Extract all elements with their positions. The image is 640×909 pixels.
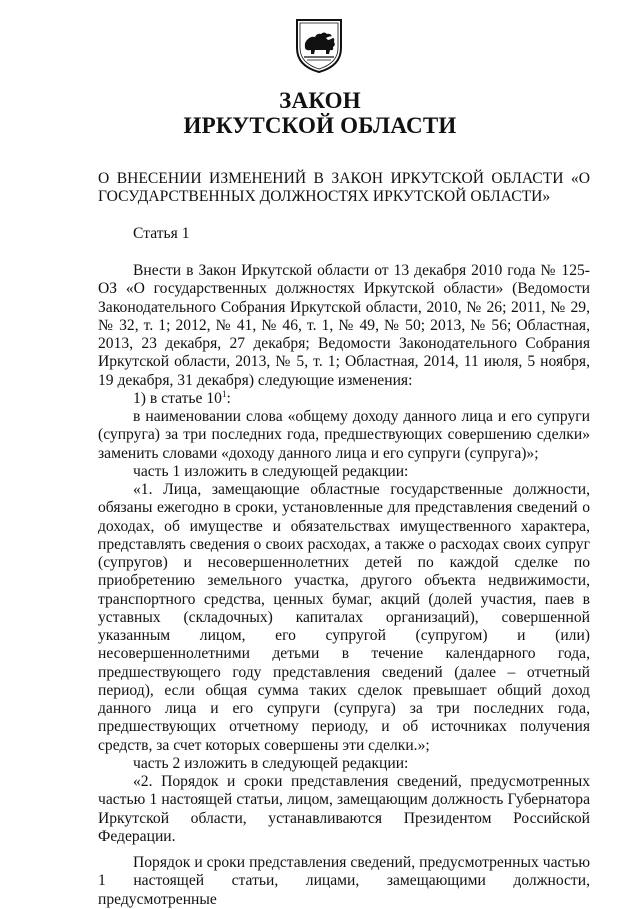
law-title-line-1: ЗАКОН <box>279 88 361 113</box>
item-1-colon: : <box>226 389 231 407</box>
item-1-superscript: 1 <box>221 388 227 399</box>
intro-paragraph: Внести в Закон Иркутской области от 13 декабря 2010 года № 125-ОЗ «О государственных должностях Иркутской области» (Ведомости Законодательного Собрания Иркутской области, 2010, № 26; 2011, № 29, № 32, т. 1; 2012, № 41, № 46, т. 1, № 49, № 50; 2013, № 56; Областная, 2013, 23 декабря, 27 декабря; Ведомости Законодательного Собрания Иркутской области, 2013, № 5, т. 1; Областная, 2014, 11 июля, 5 ноября, 19 декабря, 31 декабря) следующие изменения: <box>98 262 590 389</box>
part-1-instruction: часть 1 изложить в следующей редакции: <box>133 462 409 480</box>
part-2-instruction: часть 2 изложить в следующей редакции: <box>133 754 409 772</box>
part-2-continuation: Порядок и сроки представления сведений, предусмотренных частью 1 настоящей статьи, лицами, замещающими должности, предусмотренные <box>98 854 590 908</box>
part-2-text: «2. Порядок и сроки представления сведений, предусмотренных частью 1 настоящей статьи, лицом, замещающим должность Губернатора Иркутской области, устанавливаются Президентом Российской Федерации. <box>98 773 590 845</box>
part-1-text: «1. Лица, замещающие областные государственные должности, обязаны ежегодно в сроки, установленные для представления сведений о доходах, об имуществе и обязательствах имущественного характера, представлять сведения о своих расходах, а также о расходах своих супруг (супругов) и несовершеннолетних детей по каждой сделке по приобретению земельного участка, другого объекта недвижимости, транспортного средства, ценных бумаг, акций (долей участия, паев в уставных (складочных) капиталах организаций), совершенной указанным лицом, его супругой (супругом) и (или) несовершеннолетними детьми в течение календарного года, предшествующего году представления сведений (далее – отчетный период), если общая сумма таких сделок превышает общий доход данного лица и его супруги (супруга) за три последних года, предшествующих отчетному периоду, и об источниках получения средств, за счет которых совершены эти сделки.»; <box>98 481 590 754</box>
document-body <box>98 262 590 909</box>
coat-of-arms-icon <box>293 14 345 74</box>
article-label: Статья 1 <box>133 225 190 242</box>
document-heading: О ВНЕСЕНИИ ИЗМЕНЕНИЙ В ЗАКОН ИРКУТСКОЙ ОБЛАСТИ «О ГОСУДАРСТВЕННЫХ ДОЛЖНОСТЯХ ИРКУТСКОЙ ОБЛАСТИ» <box>98 170 590 205</box>
title-change-paragraph: в наименовании слова «общему доходу данного лица и его супруги (супруга) за три последних года, предшествующих совершению сделки» заменить словами «доходу данного лица и его супруги (супруга)»; <box>98 408 590 462</box>
item-1-text: 1) в статье 10 <box>133 389 222 407</box>
item-1-paragraph <box>98 390 590 408</box>
law-title-line-2: ИРКУТСКОЙ ОБЛАСТИ <box>183 113 457 138</box>
